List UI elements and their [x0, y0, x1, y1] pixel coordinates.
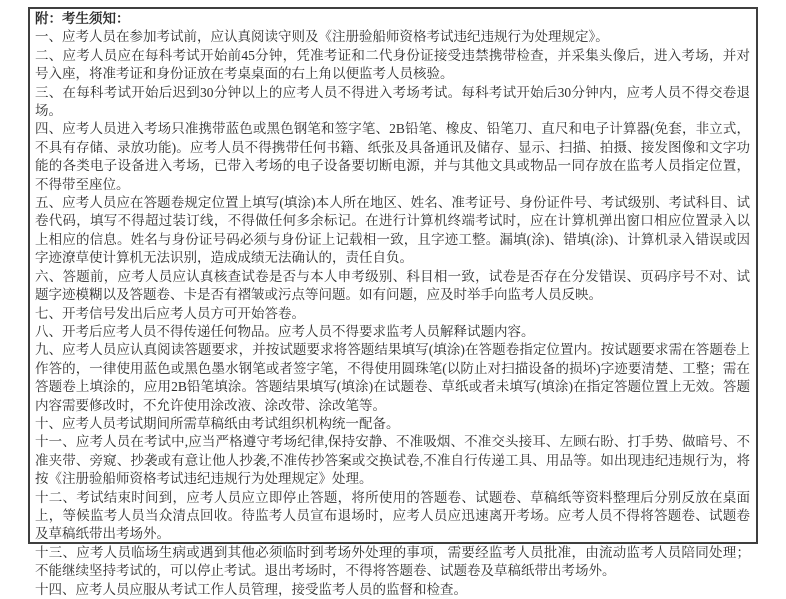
notice-item-5: 五、应考人员应在答题卷规定位置上填写(填涂)本人所在地区、姓名、准考证号、身份证件号、考试级别、考试科目、试卷代码，填写不得超过装订线，不得做任何多余标记。在进行计算机终端考试时，应在计算机弹出窗口相应位置录入以上相应的信息。姓名与身份证号码必须与身份证上记载相一致，且字迹工整。漏填(涂)、错填(涂)、计算机录入错误或因字迹潦草使计算机无法识别，造成成绩无法确认的，责任自负。	[35, 195, 750, 266]
notice-item-9: 九、应考人员应认真阅读答题要求，并按试题要求将答题结果填写(填涂)在答题卷指定位置内。按试题要求需在答题卷上作答的，一律使用蓝色或黑色墨水钢笔或者签字笔，不得使用圆珠笔(以防止对扫描设备的损坏)字迹要清楚、工整；需在答题卷上填涂的，应用2B铅笔填涂。答题结果填写(填涂)在试题卷、草纸或者未填写(填涂)在指定答题位置上无效。答题内容需要修改时，不允许使用涂改液、涂改带、涂改笔等。	[35, 342, 750, 413]
notice-item-7: 七、开考信号发出后应考人员方可开始答卷。	[35, 305, 305, 321]
notice-item-6: 六、答题前，应考人员应认真核查试卷是否与本人申考级别、科目相一致，试卷是否存在分发错误、页码序号不对、试题字迹模糊以及答题卷、卡是否有褶皱或污点等问题。如有问题，应及时举手向监考人员反映。	[35, 268, 750, 303]
notice-item-12: 十二、考试结束时间到，应考人员应立即停止答题，将所使用的答题卷、试题卷、草稿纸等资料整理后分别反放在桌面上，等候监考人员当众清点回收。待监考人员宣布退场时，应考人员应迅速离开考场。应考人员不得将答题卷、试题卷及草稿纸带出考场外。	[35, 489, 750, 542]
notice-item-10: 十、应考人员考试期间所需草稿纸由考试组织机构统一配备。	[35, 415, 400, 431]
notice-item-14: 十四、应考人员应服从考试工作人员管理，接受监考人员的监督和检查。	[35, 581, 467, 597]
notice-item-3: 三、在每科考试开始后迟到30分钟以上的应考人员不得进入考场考试。每科考试开始后30分钟内，应考人员不得交卷退场。	[35, 84, 750, 119]
notice-item-8: 八、开考后应考人员不得传递任何物品。应考人员不得要求监考人员解释试题内容。	[35, 323, 535, 339]
notice-item-4: 四、应考人员进入考场只准携带蓝色或黑色钢笔和签字笔、2B铅笔、橡皮、铅笔刀、直尺和电子计算器(免套，非立式，不具有存储、录放功能)。应考人员不得携带任何书籍、纸张及具备通讯及储存、显示、扫描、拍摄、接发图像和文字功能的各类电子设备进入考场，已带入考场的电子设备要切断电源，并与其他文具或物品一同存放在监考人员指定位置，不得带至座位。	[35, 121, 750, 192]
notice-item-13: 十三、应考人员临场生病或遇到其他必须临时到考场外处理的事项，需要经监考人员批准，由流动监考人员陪同处理；不能继续坚持考试的，可以停止考试。退出考场时，不得将答题卷、试题卷及草稿纸带出考场外。	[35, 544, 750, 579]
notice-item-11: 十一、应考人员在考试中,应当严格遵守考场纪律,保持安静、不准吸烟、不准交头接耳、左顾右盼、打手势、做暗号、不准夹带、旁窥、抄袭或有意让他人抄袭,不准传抄答案或交换试卷,不准自行传递工具、用品等。如出现违纪违规行为，将按《注册验船师资格考试违纪违规行为处理规定》处理。	[35, 434, 750, 487]
candidate-notice-box	[28, 7, 758, 597]
page-title: 附：考生须知：	[35, 11, 130, 26]
notice-item-1: 一、应考人员在参加考试前，应认真阅读守则及《注册验船师资格考试违纪违规行为处理规定》。	[35, 29, 609, 45]
notice-item-2: 二、应考人员应在每科考试开始前45分钟，凭准考证和二代身份证接受违禁携带检查，并采集头像后，进入考场，并对号入座，将准考证和身份证放在考桌桌面的右上角以便监考人员核验。	[35, 47, 750, 82]
